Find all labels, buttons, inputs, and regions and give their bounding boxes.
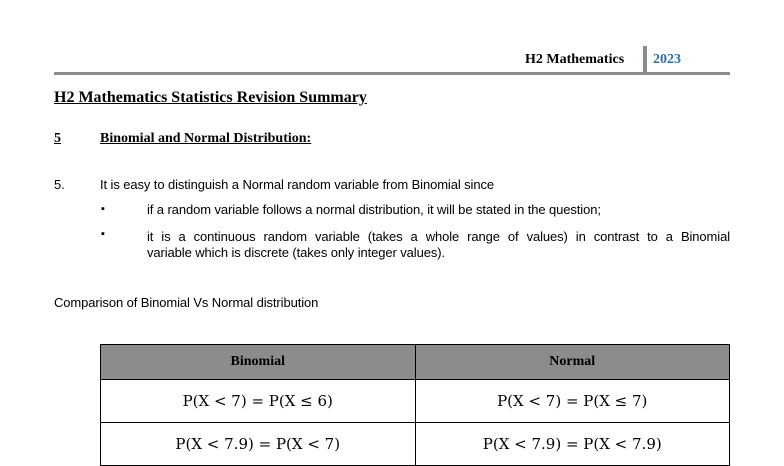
header-year: 2023	[653, 52, 681, 67]
header-subject: H2 Mathematics	[525, 52, 625, 67]
header-normal: Normal	[415, 345, 730, 380]
header-separator	[643, 46, 647, 72]
bullet-text: it is a continuous random variable (takes a whole range of values) in contrast to a Binomial	[147, 229, 730, 244]
bullet-icon: ▪	[101, 228, 105, 240]
table-cell: P(X < 7.9) = P(X < 7)	[101, 423, 416, 466]
comparison-label: Comparison of Binomial Vs Normal distribution	[54, 295, 319, 310]
paragraph-number: 5.	[54, 177, 65, 192]
table-cell: P(X < 7) = P(X ≤ 6)	[101, 380, 416, 423]
table-cell: P(X < 7) = P(X ≤ 7)	[415, 380, 730, 423]
header-binomial: Binomial	[101, 345, 416, 380]
bullet-text: if a random variable follows a normal distribution, it will be stated in the question;	[147, 202, 601, 217]
header-rule	[54, 72, 730, 75]
paragraph-intro: It is easy to distinguish a Normal random variable from Binomial since	[100, 177, 495, 192]
section-title: Binomial and Normal Distribution:	[100, 131, 312, 146]
bullet-icon: ▪	[101, 203, 105, 215]
section-number: 5	[54, 131, 61, 146]
table-row	[101, 380, 730, 423]
bullet-text-continuation: variable which is discrete (takes only integer values).	[147, 245, 445, 260]
table-row	[101, 423, 730, 466]
table-cell: P(X < 7.9) = P(X < 7.9)	[415, 423, 730, 466]
table-header-row	[101, 345, 730, 380]
document-title: H2 Mathematics Statistics Revision Summary	[54, 89, 367, 106]
comparison-table	[100, 344, 730, 466]
